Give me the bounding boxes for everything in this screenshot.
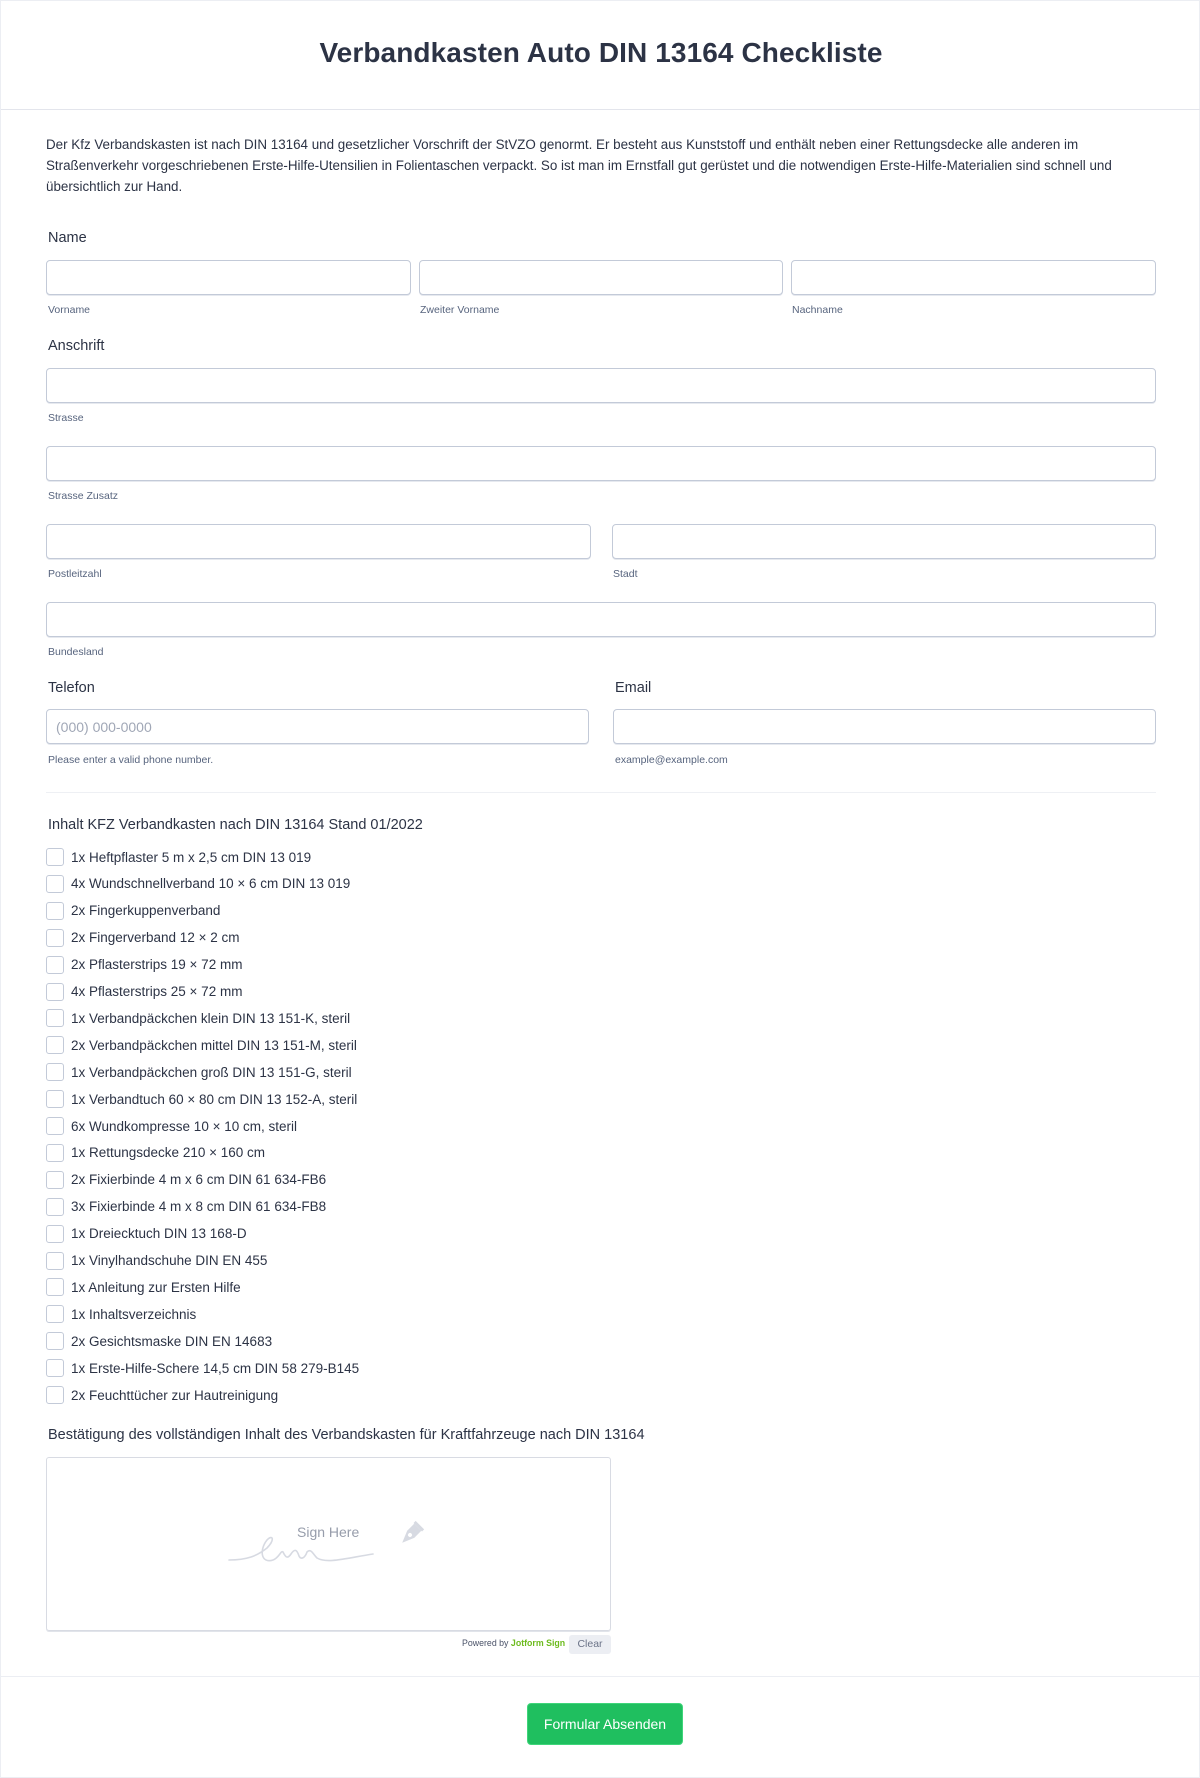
checklist-item-label: 1x Anleitung zur Ersten Hilfe bbox=[71, 1279, 241, 1295]
checklist-item-label: 1x Rettungsdecke 210 × 160 cm bbox=[71, 1145, 265, 1161]
checkbox[interactable] bbox=[46, 956, 64, 974]
state-input[interactable] bbox=[47, 603, 1155, 636]
address-label: Anschrift bbox=[48, 338, 105, 354]
checklist-item[interactable] bbox=[46, 901, 220, 921]
checklist-item-label: 6x Wundkompresse 10 × 10 cm, steril bbox=[71, 1118, 297, 1134]
jotform-sign-brand[interactable]: Jotform Sign bbox=[510, 1638, 566, 1648]
checklist-item[interactable] bbox=[46, 1116, 297, 1136]
email-sublabel: example@example.com bbox=[615, 754, 728, 766]
checklist-item[interactable] bbox=[46, 1035, 357, 1055]
checklist-item-label: 1x Inhaltsverzeichnis bbox=[71, 1306, 197, 1322]
checklist-item[interactable] bbox=[46, 874, 350, 894]
checkbox[interactable] bbox=[46, 1063, 64, 1081]
checklist-item-label: 2x Verbandpäckchen mittel DIN 13 151-M, steril bbox=[71, 1037, 357, 1053]
checklist-item[interactable] bbox=[46, 1304, 196, 1324]
first-name-input[interactable] bbox=[47, 261, 410, 294]
checklist-item-label: 3x Fixierbinde 4 m x 8 cm DIN 61 634-FB8 bbox=[71, 1199, 327, 1215]
form-header bbox=[1, 1, 1200, 110]
checklist-item-label: 2x Fingerverband 12 × 2 cm bbox=[71, 930, 240, 946]
checkbox[interactable] bbox=[46, 1171, 64, 1189]
checklist-item[interactable] bbox=[46, 1008, 350, 1028]
form-description: Der Kfz Verbandskasten ist nach DIN 13164 und gesetzlicher Vorschrift der StVZO genormt. Er besteht aus Kunststoff und enthält neben einer Rettungsdecke alle anderen im Straßenverkehr vorgeschriebenen Erste-Hilfe-Utensilien in Folientaschen verpackt. So ist man im Ernstfall gut gerüstet und die notwendigen Erste-Hilfe-Materialien sind schnell und übersichtlich zur Hand. bbox=[46, 137, 1112, 194]
zip-sublabel: Postleitzahl bbox=[48, 568, 102, 580]
city-input[interactable] bbox=[613, 525, 1155, 558]
checklist-item-label: 1x Verbandpäckchen klein DIN 13 151-K, steril bbox=[71, 1010, 351, 1026]
checklist-item-label: 1x Vinylhandschuhe DIN EN 455 bbox=[71, 1253, 268, 1268]
checklist-item[interactable] bbox=[46, 1170, 326, 1190]
checkbox[interactable] bbox=[46, 1332, 64, 1350]
section-divider bbox=[46, 792, 1156, 793]
middle-name-sublabel: Zweiter Vorname bbox=[420, 304, 500, 316]
checklist-item-label: 4x Wundschnellverband 10 × 6 cm DIN 13 019 bbox=[71, 876, 351, 892]
email-field[interactable] bbox=[613, 709, 1156, 744]
street2-sublabel: Strasse Zusatz bbox=[48, 490, 119, 502]
street2-field[interactable] bbox=[46, 446, 1156, 481]
checkbox[interactable] bbox=[46, 902, 64, 920]
powered-by-text: Powered by bbox=[462, 1638, 509, 1648]
state-sublabel: Bundesland bbox=[48, 646, 104, 658]
checklist-item[interactable] bbox=[46, 1277, 241, 1297]
phone-sublabel: Please enter a valid phone number. bbox=[48, 754, 214, 766]
checklist-item-label: 2x Pflasterstrips 19 × 72 mm bbox=[71, 957, 243, 973]
phone-field[interactable] bbox=[46, 709, 589, 744]
city-field[interactable] bbox=[612, 524, 1156, 559]
city-sublabel: Stadt bbox=[613, 568, 638, 580]
checkbox[interactable] bbox=[46, 848, 64, 866]
footer-divider bbox=[1, 1676, 1200, 1677]
checklist-item[interactable] bbox=[46, 1062, 352, 1082]
checklist-item[interactable] bbox=[46, 1089, 357, 1109]
checklist-item[interactable] bbox=[46, 955, 242, 975]
checklist-item[interactable] bbox=[46, 1385, 278, 1405]
checkbox[interactable] bbox=[46, 983, 64, 1001]
email-label: Email bbox=[615, 680, 652, 696]
checklist-item[interactable] bbox=[46, 982, 242, 1002]
checkbox[interactable] bbox=[46, 1009, 64, 1027]
checklist-item[interactable] bbox=[46, 847, 311, 867]
signature-pad[interactable] bbox=[46, 1457, 611, 1631]
first-name-sublabel: Vorname bbox=[48, 304, 91, 316]
checkbox[interactable] bbox=[46, 1090, 64, 1108]
phone-input[interactable] bbox=[47, 710, 588, 743]
checklist-item[interactable] bbox=[46, 1197, 326, 1217]
checkbox[interactable] bbox=[46, 1278, 64, 1296]
checkbox[interactable] bbox=[46, 1305, 64, 1323]
street2-input[interactable] bbox=[47, 447, 1155, 480]
phone-label: Telefon bbox=[48, 680, 95, 696]
street-field[interactable] bbox=[46, 368, 1156, 403]
middle-name-field[interactable] bbox=[419, 260, 783, 295]
page-title: Verbandkasten Auto DIN 13164 Checkliste bbox=[319, 37, 883, 68]
street-sublabel: Strasse bbox=[48, 412, 84, 424]
checklist-item-label: 4x Pflasterstrips 25 × 72 mm bbox=[71, 984, 243, 999]
name-label: Name bbox=[48, 230, 87, 246]
checklist-item-label: 2x Gesichtsmaske DIN EN 14683 bbox=[71, 1333, 273, 1349]
state-field[interactable] bbox=[46, 602, 1156, 637]
checkbox[interactable] bbox=[46, 1117, 64, 1135]
checkbox[interactable] bbox=[46, 1225, 64, 1243]
checklist-item[interactable] bbox=[46, 928, 239, 948]
checklist-item[interactable] bbox=[46, 1143, 265, 1163]
zip-input[interactable] bbox=[47, 525, 590, 558]
middle-name-input[interactable] bbox=[420, 261, 782, 294]
last-name-sublabel: Nachname bbox=[792, 304, 843, 316]
first-name-field[interactable] bbox=[46, 260, 411, 295]
checklist-item-label: 1x Heftpflaster 5 m x 2,5 cm DIN 13 019 bbox=[71, 849, 312, 865]
checkbox[interactable] bbox=[46, 929, 64, 947]
checklist-item[interactable] bbox=[46, 1358, 359, 1378]
checkbox[interactable] bbox=[46, 1198, 64, 1216]
last-name-field[interactable] bbox=[791, 260, 1156, 295]
last-name-input[interactable] bbox=[792, 261, 1155, 294]
submit-button[interactable]: Formular Absenden bbox=[527, 1703, 683, 1745]
sign-here-placeholder: Sign Here bbox=[297, 1524, 360, 1540]
checklist-item[interactable] bbox=[46, 1251, 267, 1271]
checkbox[interactable] bbox=[46, 875, 64, 893]
checklist-item-label: 2x Feuchttücher zur Hautreinigung bbox=[71, 1387, 279, 1403]
signature-label: Bestätigung des vollständigen Inhalt des Verbandskasten für Kraftfahrzeuge nach DIN 13164 bbox=[48, 1427, 645, 1443]
checklist-item-label: 2x Fingerkuppenverband bbox=[71, 903, 221, 919]
checklist-item[interactable] bbox=[46, 1331, 272, 1351]
checklist-item-label: 2x Fixierbinde 4 m x 6 cm DIN 61 634-FB6 bbox=[71, 1172, 327, 1188]
checklist-item-label: 1x Dreiecktuch DIN 13 168-D bbox=[71, 1226, 247, 1242]
checklist-item-label: 1x Erste-Hilfe-Schere 14,5 cm DIN 58 279-B145 bbox=[71, 1360, 360, 1376]
pen-nib-icon bbox=[395, 1520, 425, 1550]
checklist-item[interactable] bbox=[46, 1224, 247, 1244]
checkbox[interactable] bbox=[46, 1036, 64, 1054]
street-input[interactable] bbox=[47, 369, 1155, 402]
checkbox[interactable] bbox=[46, 1144, 64, 1162]
powered-by bbox=[462, 1638, 565, 1648]
checklist-item-label: 1x Verbandtuch 60 × 80 cm DIN 13 152-A, steril bbox=[71, 1091, 358, 1107]
clear-signature-button[interactable]: Clear bbox=[569, 1635, 611, 1654]
checklist-item-label: 1x Verbandpäckchen groß DIN 13 151-G, steril bbox=[71, 1064, 352, 1080]
checkbox[interactable] bbox=[46, 1252, 64, 1270]
zip-field[interactable] bbox=[46, 524, 591, 559]
email-input[interactable] bbox=[614, 710, 1155, 743]
checkbox[interactable] bbox=[46, 1359, 64, 1377]
checklist-label: Inhalt KFZ Verbandkasten nach DIN 13164 Stand 01/2022 bbox=[48, 817, 423, 833]
checkbox[interactable] bbox=[46, 1386, 64, 1404]
